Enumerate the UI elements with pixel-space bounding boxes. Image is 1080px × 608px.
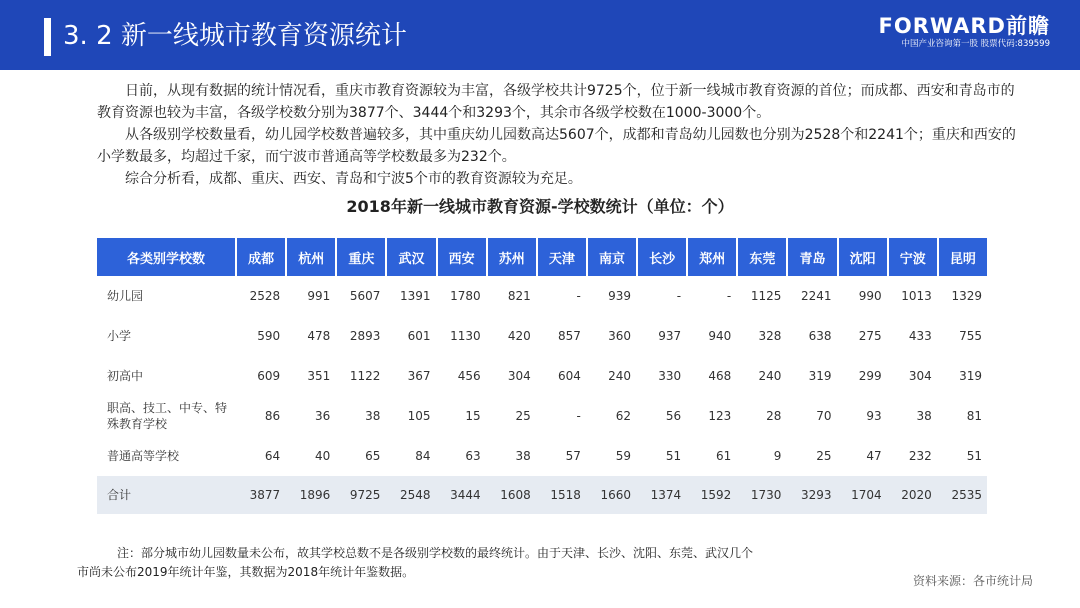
table-cell: 38 (365, 409, 381, 423)
header-cell-city: 重庆 (335, 238, 385, 276)
table-cell: 590 (257, 329, 281, 343)
table-cell: 360 (608, 329, 632, 343)
table-cell: 86 (264, 409, 281, 423)
table-cell: 1130 (450, 329, 481, 343)
table-cell: 304 (908, 369, 932, 383)
table-cell: 351 (307, 369, 331, 383)
table-row (97, 436, 987, 476)
table-cell: 330 (658, 369, 682, 383)
table-cell: 51 (966, 449, 982, 463)
header-cell-city: 西安 (436, 238, 486, 276)
summary-paragraphs (97, 80, 1017, 190)
table-cell: 755 (959, 329, 982, 343)
table-title: 2018年新一线城市教育资源-学校数统计（单位：个） (346, 197, 734, 216)
table-cell: 991 (307, 289, 331, 303)
row-label: 小学 (107, 329, 132, 343)
table-cell: 939 (608, 289, 632, 303)
table-cell: 240 (608, 369, 632, 383)
brand-name: FORWARD前瞻 (878, 14, 1050, 38)
table-cell: 299 (858, 369, 882, 383)
header-cell-city: 成都 (235, 238, 285, 276)
table-row (97, 476, 987, 514)
footnote-line-1: 注：部分城市幼儿园数量未公布，故其学校总数不是各级别学校数的最终统计。由于天津、长沙、沈阳、东莞、武汉几个 (117, 546, 754, 560)
table-cell: 3444 (436, 476, 486, 514)
header-cell-city: 武汉 (385, 238, 435, 276)
header-cell-category: 各类别学校数 (97, 238, 235, 276)
table-cell: 275 (858, 329, 882, 343)
table-cell: 319 (808, 369, 832, 383)
table-cell: 478 (307, 329, 331, 343)
table-cell: 319 (959, 369, 982, 383)
header-banner (0, 0, 1080, 70)
table-cell: 64 (264, 449, 281, 463)
table-cell: 9725 (335, 476, 385, 514)
table-cell: 1592 (686, 476, 736, 514)
table-cell: 63 (465, 449, 481, 463)
table-cell: 70 (816, 409, 832, 423)
row-label: 职高、技工、中专、特殊教育学校 (107, 401, 228, 431)
table-cell: 367 (407, 369, 431, 383)
table-cell: 2241 (800, 289, 832, 303)
row-label: 初高中 (107, 369, 144, 383)
table-row (97, 276, 987, 316)
table-cell: 1896 (285, 476, 335, 514)
table-cell: 81 (966, 409, 982, 423)
header-cell-city: 南京 (586, 238, 636, 276)
paragraph-2: 从各级别学校数量看，幼儿园学校数普遍较多，其中重庆幼儿园数高达5607个，成都和青岛幼儿园数也分别为2528个和2241个；重庆和西安的小学数最多，均超过千家，而宁波市普通高等学校数最多为232个。 (97, 127, 1016, 165)
table-cell: - (576, 409, 581, 423)
data-source: 资料来源：各市统计局 (912, 574, 1033, 588)
table-cell: 1329 (951, 289, 982, 303)
table-cell: 15 (465, 409, 481, 423)
table-cell: 420 (507, 329, 531, 343)
table-cell: 5607 (349, 289, 381, 303)
footnote-line-2: 市尚未公布2019年统计年鉴，其数据为2018年统计年鉴数据。 (77, 565, 415, 579)
title-accent-bar (44, 18, 51, 56)
table-cell: 38 (916, 409, 932, 423)
table-row (97, 316, 987, 356)
table-cell: 2548 (385, 476, 435, 514)
table-cell: 9 (773, 449, 782, 463)
table-cell: - (726, 289, 732, 303)
school-count-table (97, 238, 987, 514)
table-cell: 25 (515, 409, 531, 423)
header-cell-city: 沈阳 (837, 238, 887, 276)
table-cell: 433 (908, 329, 932, 343)
row-label: 幼儿园 (107, 289, 144, 303)
table-cell: 59 (615, 449, 632, 463)
table-cell: 2528 (249, 289, 281, 303)
table-cell: 1374 (636, 476, 686, 514)
table-cell: 240 (758, 369, 782, 383)
table-cell: 857 (557, 329, 581, 343)
table-cell: 123 (708, 409, 732, 423)
paragraph-3: 综合分析看，成都、重庆、西安、青岛和宁波5个市的教育资源较为充足。 (125, 171, 582, 187)
table-cell: 1391 (399, 289, 431, 303)
header-cell-city: 郑州 (686, 238, 736, 276)
table-row (97, 396, 987, 436)
table-cell: 937 (658, 329, 682, 343)
table-cell: 328 (758, 329, 782, 343)
footnote (77, 544, 753, 582)
table-cell: 3293 (786, 476, 836, 514)
table-cell: 604 (557, 369, 581, 383)
header-cell-city: 杭州 (285, 238, 335, 276)
table-cell: 1518 (536, 476, 586, 514)
slide-title: 3. 2 新一线城市教育资源统计 (63, 21, 407, 51)
table-cell: 2020 (887, 476, 937, 514)
table-cell: 3877 (235, 476, 285, 514)
header-cell-city: 天津 (536, 238, 586, 276)
table-cell: 468 (708, 369, 732, 383)
table-cell: 38 (515, 449, 531, 463)
header-cell-city: 长沙 (636, 238, 686, 276)
table-cell: 1125 (750, 289, 782, 303)
table-cell: 28 (766, 409, 782, 423)
table-row (97, 356, 987, 396)
table-cell: 65 (365, 449, 381, 463)
table-cell: 940 (708, 329, 732, 343)
paragraph-1: 日前，从现有数据的统计情况看，重庆市教育资源较为丰富，各级学校共计9725个，位于新一线城市教育资源的首位；而成都、西安和青岛市的教育资源也较为丰富，各级学校数分别为3877个、3444个和3293个，其余市各级学校数在1000-3000个。 (97, 83, 1015, 121)
table-cell: 1660 (586, 476, 636, 514)
table-cell: 40 (314, 449, 331, 463)
brand-subtitle: 中国产业咨询第一股 股票代码:839599 (901, 39, 1050, 49)
table-cell: 84 (415, 449, 431, 463)
table-cell: 821 (507, 289, 531, 303)
table-cell: 36 (314, 409, 331, 423)
table-cell: 1608 (486, 476, 536, 514)
header-cell-city: 宁波 (887, 238, 937, 276)
table-cell: 1013 (901, 289, 932, 303)
table-body (97, 276, 987, 514)
row-label: 合计 (97, 476, 235, 514)
row-label: 普通高等学校 (107, 449, 180, 463)
table-cell: 2893 (349, 329, 381, 343)
table-cell: 609 (257, 369, 281, 383)
brand-logo (879, 14, 1050, 50)
table-cell: - (576, 289, 581, 303)
header-cell-city: 东莞 (736, 238, 786, 276)
table-cell: 61 (715, 449, 732, 463)
table-cell: 2535 (937, 476, 987, 514)
table-cell: 601 (407, 329, 431, 343)
table-cell: - (676, 289, 682, 303)
table-cell: 105 (407, 409, 431, 423)
table-cell: 25 (816, 449, 832, 463)
table-cell: 232 (908, 449, 932, 463)
table-cell: 57 (565, 449, 581, 463)
table-cell: 990 (858, 289, 882, 303)
header-cell-city: 苏州 (486, 238, 536, 276)
table-cell: 56 (665, 409, 682, 423)
table-cell: 62 (615, 409, 632, 423)
table-cell: 93 (866, 409, 882, 423)
table-cell: 1704 (837, 476, 887, 514)
table-cell: 47 (866, 449, 882, 463)
header-cell-city: 昆明 (937, 238, 987, 276)
table-cell: 1780 (450, 289, 481, 303)
table-cell: 304 (507, 369, 531, 383)
table-cell: 1730 (736, 476, 786, 514)
table-cell: 51 (665, 449, 682, 463)
table-cell: 638 (808, 329, 832, 343)
table-header-row (97, 238, 987, 276)
table-cell: 1122 (349, 369, 381, 383)
table-cell: 456 (457, 369, 481, 383)
header-cell-city: 青岛 (786, 238, 836, 276)
